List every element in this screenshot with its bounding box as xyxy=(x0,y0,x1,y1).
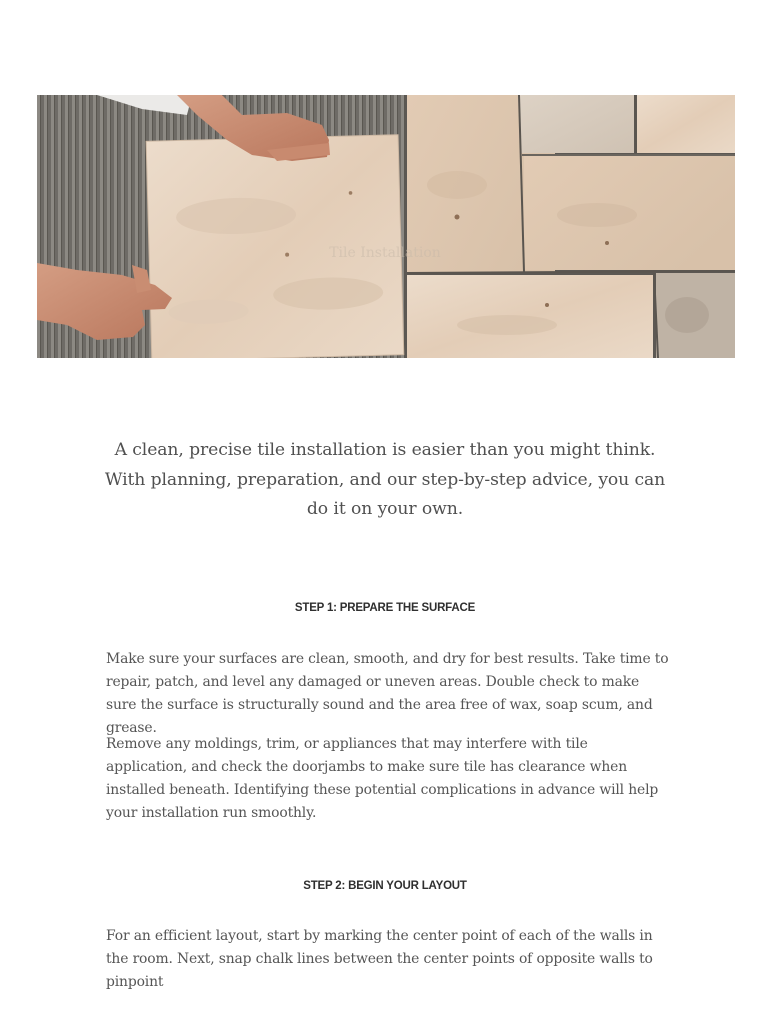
intro-paragraph: A clean, precise tile installation is easier than you might think. With planning, preparation, and our step-by-step advice, you can do it on your own. xyxy=(104,440,666,519)
hero-caption: Tile Installation xyxy=(329,245,441,261)
step-1-heading: STEP 1: PREPARE THE SURFACE xyxy=(294,602,476,614)
tile-photo xyxy=(37,95,735,358)
step-2-heading: STEP 2: BEGIN YOUR LAYOUT xyxy=(303,880,467,892)
step-1-paragraph-1: Make sure your surfaces are clean, smooth, and dry for best results. Take time to repair, patch, and level any damaged or uneven areas. Double check to make sure the surface is structurally sound and the area free of wax, soap scum, and grease. xyxy=(106,651,669,736)
step-2-paragraph-1: For an efficient layout, start by marking the center point of each of the walls in the room. Next, snap chalk lines between the center points of opposite walls to pinpoint xyxy=(106,928,653,990)
step-1-paragraph-2: Remove any moldings, trim, or appliances that may interfere with tile application, and check the doorjambs to make sure tile has clearance when installed beneath. Identifying these potential complications in advance will help your installation run smoothly. xyxy=(106,736,659,821)
hero-image xyxy=(37,95,735,358)
